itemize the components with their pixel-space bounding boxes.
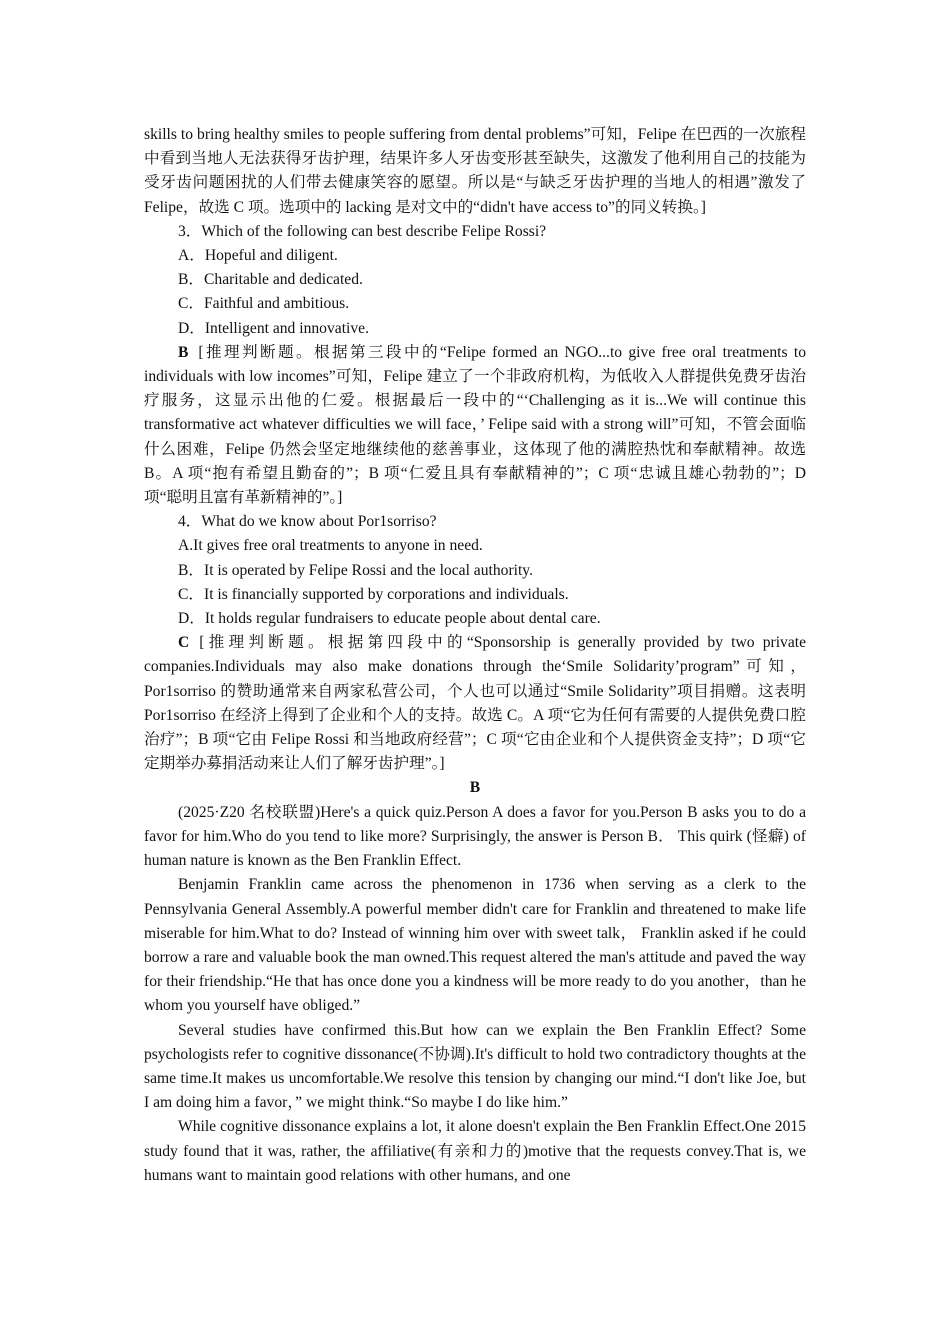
question-4-option-c: C．It is financially supported by corporations and individuals. bbox=[178, 585, 569, 603]
question-3-answer: B bbox=[178, 343, 189, 361]
question-4-answer: C bbox=[178, 634, 190, 652]
passage-b-paragraph-2: Benjamin Franklin came across the phenomenon in 1736 when serving as a clerk to the Pennsylvania General Assembly.A powerful member didn't care for Franklin and threatened to make life miserable for him.What to do? Instead of winning him over with sweet talk， Franklin asked if he could borrow a rare and valuable book the man owned.This request altered the man's attitude and paved the way for their friendship.“He that has once done you a kindness will be more ready to do you another，than he whom you yourself have obliged.” bbox=[144, 876, 806, 1015]
question-4-option-d: D．It holds regular fundraisers to educate people about dental care. bbox=[178, 610, 601, 628]
question-3-explanation bbox=[144, 341, 806, 510]
passage-b-paragraph-4: While cognitive dissonance explains a lot, it alone doesn't explain the Ben Franklin Effect.One 2015 study found that it was, rather, the affiliative(有亲和力的)motive that the requests convey.That is, we humans want to maintain good relations with other humans, and one bbox=[144, 1118, 806, 1184]
question-3-option-d: D．Intelligent and innovative. bbox=[178, 319, 369, 337]
question-4-option-b: B．It is operated by Felipe Rossi and the local authority. bbox=[178, 561, 533, 579]
question-4-option-a: A.It gives free oral treatments to anyone in need. bbox=[178, 537, 483, 555]
question-4-explanation bbox=[144, 631, 806, 776]
question-3-option-b: B．Charitable and dedicated. bbox=[178, 271, 363, 289]
section-b-title: B bbox=[469, 779, 481, 797]
question-3-option-a: A．Hopeful and diligent. bbox=[178, 247, 338, 265]
question-3-option-c: C．Faithful and ambitious. bbox=[178, 295, 350, 313]
question-4-stem: 4．What do we know about Por1sorriso? bbox=[178, 513, 437, 531]
document-page bbox=[144, 123, 806, 1188]
explanation-q2-continued: skills to bring healthy smiles to people suffering from dental problems”可知，Felipe 在巴西的一次旅程中看到当地人无法获得牙齿护理，结果许多人牙齿变形甚至缺失，这激发了他利用自己的技能为受牙齿问题困扰的人们带去健康笑容的愿望。所以是“与缺乏牙齿护理的当地人的相遇”激发了 Felipe，故选 C 项。选项中的 lacking 是对文中的“didn't have access to”的同义转换。] bbox=[144, 126, 806, 216]
question-4-explanation-text: [推理判断题。根据第四段中的“Sponsorship is generally provided by two private companies.Individuals may also make donations through the‘Smile Solidarity’program”可知，Por1sorriso 的赞助通常来自两家私营公司，个人也可以通过“Smile Solidarity”项目捐赠。这表明 Por1sorriso 在经济上得到了企业和个人的支持。故选 C。A 项“它为任何有需要的人提供免费口腔治疗”；B 项“它由 Felipe Rossi 和当地政府经营”；C 项“它由企业和个人提供资金支持”；D 项“它定期举办募捐活动来让人们了解牙齿护理”。] bbox=[144, 634, 806, 773]
passage-b-paragraph-3: Several studies have confirmed this.But how can we explain the Ben Franklin Effect? Some psychologists refer to cognitive dissonance(不协调).It's difficult to hold two contradictory thoughts at the same time.It makes us uncomfortable.We resolve this tension by changing our mind.“I don't like Joe, but I am doing him a favor，” we might think.“So maybe I do like him.” bbox=[144, 1021, 806, 1112]
question-3-stem: 3．Which of the following can best describe Felipe Rossi? bbox=[178, 222, 547, 240]
passage-b-paragraph-1: (2025·Z20 名校联盟)Here's a quick quiz.Person A does a favor for you.Person B asks you to do a favor for him.Who do you tend to like more? Surprisingly, the answer is Person B． This quirk (怪癖) of human nature is known as the Ben Franklin Effect. bbox=[144, 803, 806, 870]
question-3-explanation-text: [推理判断题。根据第三段中的“Felipe formed an NGO...to give free oral treatments to individuals with low incomes”可知，Felipe 建立了一个非政府机构，为低收入人群提供免费牙齿治疗服务，这显示出他的仁爱。根据最后一段中的“‘Challenging as it is...We will continue this transformative act whatever difficulties we will face，’ Felipe said with a strong will”可知，不管会面临什么困难，Felipe 仍然会坚定地继续他的慈善事业，这体现了他的满腔热忱和奉献精神。故选 B。A 项“抱有希望且勤奋的”；B 项“仁爱且具有奉献精神的”；C 项“忠诚且雄心勃勃的”；D 项“聪明且富有革新精神的”。] bbox=[144, 343, 806, 507]
